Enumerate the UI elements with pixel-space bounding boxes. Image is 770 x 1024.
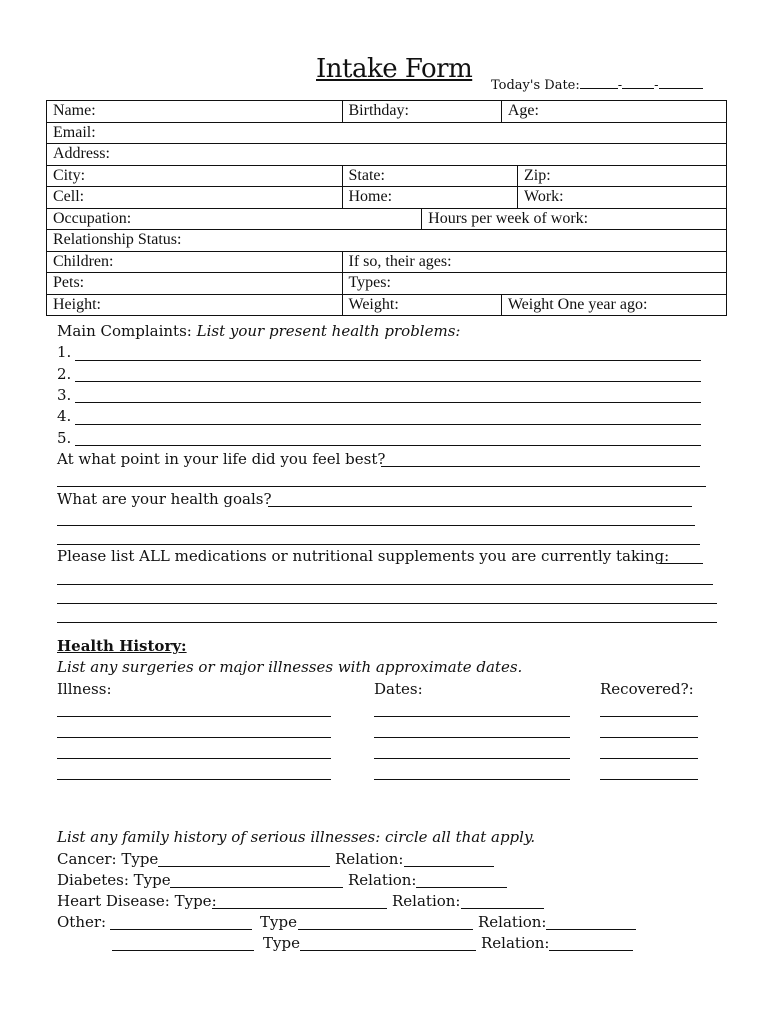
date-day-blank[interactable] <box>622 76 654 89</box>
heart-disease-type-line[interactable] <box>212 908 387 909</box>
health-goals-line[interactable] <box>268 506 692 507</box>
complaint-line-3[interactable] <box>75 402 701 403</box>
medications-line-3[interactable] <box>57 603 717 604</box>
illness-column-label: Illness: <box>57 680 112 698</box>
dates-column-label: Dates: <box>374 680 423 698</box>
main-complaints-label: Main Complaints: <box>57 322 192 340</box>
health-history-instruction: List any surgeries or major illnesses with approximate dates. <box>57 658 523 676</box>
cancer-label: Cancer: Type <box>57 850 159 868</box>
weight-year-ago-field[interactable]: Weight One year ago: <box>501 294 726 316</box>
city-field[interactable]: City: <box>47 165 343 187</box>
medications-line-4[interactable] <box>57 622 717 623</box>
feel-best-line[interactable] <box>381 466 700 467</box>
todays-date[interactable] <box>491 76 703 93</box>
medications-line-2[interactable] <box>57 584 713 585</box>
health-goals-line-3[interactable] <box>57 544 700 545</box>
date-separator: - <box>654 78 659 93</box>
relation-label: Relation: <box>481 934 550 952</box>
illness-line[interactable] <box>57 737 331 738</box>
health-goals-line-2[interactable] <box>57 525 695 526</box>
form-title: Intake Form <box>316 54 473 84</box>
relation-label: Relation: <box>392 892 461 910</box>
illness-recovered-line[interactable] <box>600 758 698 759</box>
illness-date-line[interactable] <box>374 758 570 759</box>
illness-date-line[interactable] <box>374 716 570 717</box>
illness-date-line[interactable] <box>374 737 570 738</box>
health-goals-question: What are your health goals? <box>57 490 272 508</box>
zip-field[interactable]: Zip: <box>518 165 727 187</box>
other-relation-line-2[interactable] <box>549 950 633 951</box>
height-field[interactable]: Height: <box>47 294 343 316</box>
other-illness-line-2[interactable] <box>112 950 254 951</box>
complaint-number: 3. <box>57 386 72 404</box>
complaint-line-1[interactable] <box>75 360 701 361</box>
heart-disease-label: Heart Disease: Type: <box>57 892 217 910</box>
illness-line[interactable] <box>57 779 331 780</box>
hours-per-week-field[interactable]: Hours per week of work: <box>422 208 727 230</box>
illness-line[interactable] <box>57 758 331 759</box>
age-field[interactable]: Age: <box>501 101 726 123</box>
pets-field[interactable]: Pets: <box>47 273 343 295</box>
health-history-heading: Health History: <box>57 637 187 655</box>
diabetes-type-line[interactable] <box>170 887 343 888</box>
pet-types-field[interactable]: Types: <box>342 273 727 295</box>
complaint-line-4[interactable] <box>75 424 701 425</box>
complaint-number: 1. <box>57 343 72 361</box>
relation-label: Relation: <box>348 871 417 889</box>
personal-info-grid <box>46 100 727 316</box>
date-label: Today's Date: <box>491 78 580 93</box>
occupation-field[interactable]: Occupation: <box>47 208 422 230</box>
home-phone-field[interactable]: Home: <box>342 187 518 209</box>
other-relation-line[interactable] <box>546 929 636 930</box>
date-separator: - <box>617 78 623 93</box>
feel-best-question: At what point in your life did you feel best? <box>57 450 386 468</box>
cancer-type-line[interactable] <box>158 866 330 867</box>
cancer-relation-line[interactable] <box>404 866 494 867</box>
other-type-line-2[interactable] <box>300 950 476 951</box>
state-field[interactable]: State: <box>342 165 518 187</box>
medications-question: Please list ALL medications or nutritional supplements you are currently taking: <box>57 547 670 565</box>
illness-recovered-line[interactable] <box>600 716 698 717</box>
work-phone-field[interactable]: Work: <box>518 187 727 209</box>
name-field[interactable]: Name: <box>47 101 343 123</box>
birthday-field[interactable]: Birthday: <box>342 101 501 123</box>
other-label: Other: <box>57 913 107 931</box>
children-ages-field[interactable]: If so, their ages: <box>342 251 727 273</box>
family-history-instruction: List any family history of serious illnesses: circle all that apply. <box>57 828 536 846</box>
diabetes-label: Diabetes: Type <box>57 871 171 889</box>
complaint-number: 5. <box>57 429 72 447</box>
illness-line[interactable] <box>57 716 331 717</box>
type-label: Type <box>260 913 297 931</box>
email-field[interactable]: Email: <box>47 122 727 144</box>
complaint-line-2[interactable] <box>75 381 701 382</box>
main-complaints-heading <box>57 321 460 342</box>
feel-best-line-2[interactable] <box>57 486 706 487</box>
complaint-number: 4. <box>57 407 72 425</box>
address-field[interactable]: Address: <box>47 144 727 166</box>
recovered-column-label: Recovered?: <box>600 680 694 698</box>
other-type-line[interactable] <box>298 929 473 930</box>
weight-field[interactable]: Weight: <box>342 294 501 316</box>
children-field[interactable]: Children: <box>47 251 343 273</box>
relationship-status-field[interactable]: Relationship Status: <box>47 230 727 252</box>
other-illness-line[interactable] <box>110 929 252 930</box>
cell-field[interactable]: Cell: <box>47 187 343 209</box>
date-year-blank[interactable] <box>659 76 703 89</box>
complaint-line-5[interactable] <box>75 445 701 446</box>
medications-line[interactable] <box>659 563 703 564</box>
date-month-blank[interactable] <box>580 76 618 89</box>
relation-label: Relation: <box>335 850 404 868</box>
diabetes-relation-line[interactable] <box>416 887 507 888</box>
heart-disease-relation-line[interactable] <box>461 908 544 909</box>
complaint-number: 2. <box>57 365 72 383</box>
type-label: Type <box>263 934 300 952</box>
illness-recovered-line[interactable] <box>600 737 698 738</box>
illness-recovered-line[interactable] <box>600 779 698 780</box>
illness-date-line[interactable] <box>374 779 570 780</box>
relation-label: Relation: <box>478 913 547 931</box>
main-complaints-instruction: List your present health problems: <box>196 322 461 340</box>
